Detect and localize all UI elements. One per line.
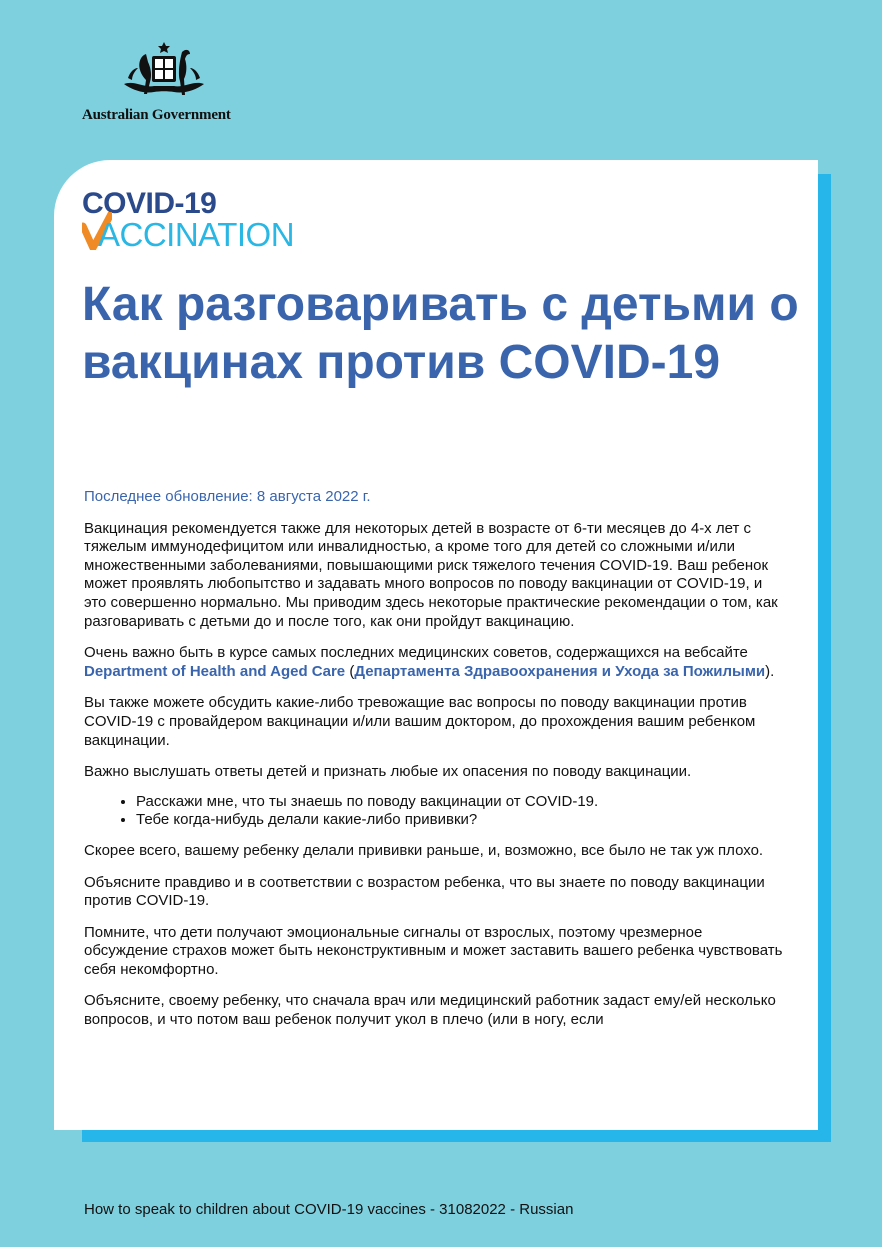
logo-line-1: COVID-19 xyxy=(82,187,217,220)
paragraph-intro: Вакцинация рекомендуется также для некоторых детей в возрасте от 6-ти месяцев до 4-х лет с тяжелым иммунодефицитом или инвалидностью, а кроме того для детей со сложными и/или множественными заболеваниями, повышающими риск тяжелого течения COVID-19. Ваш ребенок может проявлять любопытство и задавать много вопросов по поводу вакцинации от COVID-19, и это совершенно нормально. Мы приводим здесь некоторые практические рекомендации о том, как разговаривать с детьми до и после того, как они пройдут вакцинацию. xyxy=(84,519,778,630)
document-body xyxy=(84,488,784,1043)
question-list xyxy=(84,793,784,830)
list-item: • Тебе когда-нибудь делали какие-либо прививки? xyxy=(136,811,784,830)
paragraph-health-advice xyxy=(84,644,784,681)
paragraph-text: ( xyxy=(345,662,355,680)
paragraph-previous-shots: Скорее всего, вашему ребенку делали прививки раньше, и, возможно, все было не так уж плохо. xyxy=(84,841,764,859)
footer-text: How to speak to children about COVID-19 vaccines - 31082022 - Russian xyxy=(84,1201,574,1218)
paragraph-procedure: Объясните, своему ребенку, что сначала врач или медицинский работник задаст ему/ей несколько вопросов, и что потом ваш ребенок получит укол в плечо (или в ногу, если xyxy=(84,992,776,1029)
paragraph-explain: Объясните правдиво и в соответствии с возрастом ребенка, что вы знаете по поводу вакцинации против COVID-19. xyxy=(84,873,765,910)
paragraph-text: ). xyxy=(765,662,775,680)
coat-of-arms-icon xyxy=(118,40,210,104)
paragraph-emotions: Помните, что дети получают эмоциональные сигналы от взрослых, поэтому чрезмерное обсуждение страхов может быть неконструктивным и может заставить вашего ребенка чувствовать себя некомфортно. xyxy=(84,923,783,978)
government-label: Australian Government xyxy=(82,107,231,123)
paragraph-text: Очень важно быть в курсе самых последних медицинских советов, содержащихся на вебсайте xyxy=(84,644,748,662)
paragraph-discuss: Вы также можете обсудить какие-либо тревожащие вас вопросы по поводу вакцинации против COVID-19 с провайдером вакцинации и/или вашим доктором, до прохождения вашим ребенком вакцинации. xyxy=(84,694,756,749)
paragraph-listen: Важно выслушать ответы детей и признать любые их опасения по поводу вакцинации. xyxy=(84,763,692,781)
page-title: Как разговаривать с детьми о вакцинах против COVID-19 xyxy=(82,278,799,389)
health-department-link[interactable]: Department of Health and Aged Care xyxy=(84,662,346,680)
last-updated: Последнее обновление: 8 августа 2022 г. xyxy=(84,488,371,505)
list-item: • Расскажи мне, что ты знаешь по поводу вакцинации от COVID-19. xyxy=(136,793,784,812)
health-department-link-ru[interactable]: Департамента Здравоохранения и Ухода за Пожилыми xyxy=(354,662,766,680)
covid-vaccination-logo xyxy=(82,188,322,252)
logo-line-2: ACCINATION xyxy=(98,216,295,253)
